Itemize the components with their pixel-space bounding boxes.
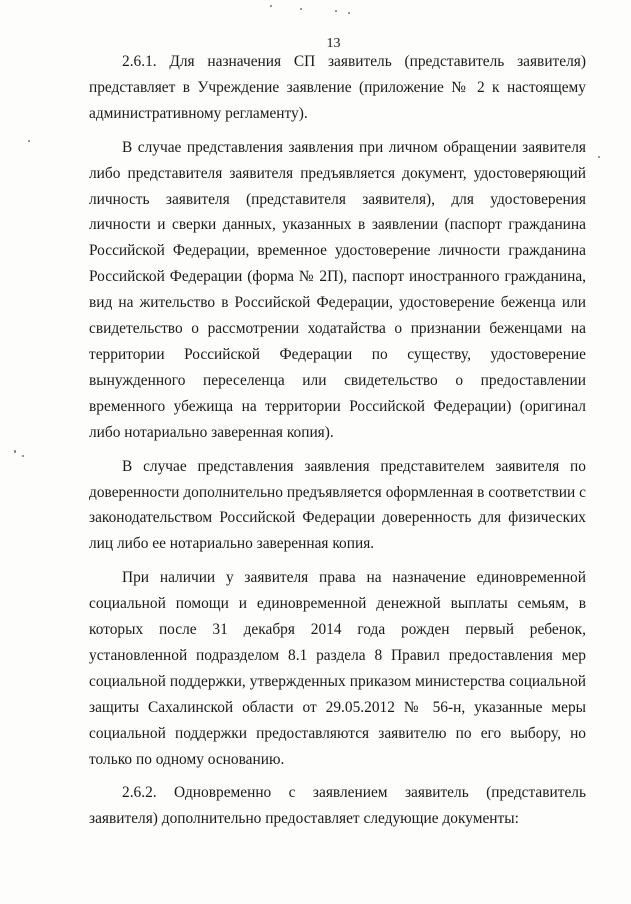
scan-speck [348,12,350,14]
scan-speck [598,156,600,158]
scan-speck [300,8,302,10]
scan-speck [335,10,337,12]
paragraph-identity-document: В случае представления заявления при личном обращении заявителя либо представителя заявителя предъявляется документ, удостоверяющий личность заявителя (представителя заявителя), для удостоверения личности и сверки данных, указанных в заявлении (паспорт гражданина Российской Федерации, временное удостоверение личности гражданина Российской Федерации (форма № 2П), паспорт иностранного гражданина, вид на жительство в Российской Федерации, удостоверение беженца или свидетельство о рассмотрении ходатайства о признании беженцами на территории Российской Федерации по существу, удостоверение вынужденного переселенца или свидетельство о предоставлении временного убежища на территории Российской Федерации) (оригинал либо нотариально заверенная копия). [89,138,586,441]
scan-speck [14,450,16,453]
paragraph-power-of-attorney: В случае представления заявления представителем заявителя по доверенности дополнительно предъявляется оформленная в соответствии с законодательством Российской Федерации доверенность для физических лиц либо ее нотариально заверенная копия. [89,457,586,553]
page-number: 13 [326,36,341,51]
scan-speck [270,5,272,7]
paragraph-2-6-1: 2.6.1. Для назначения СП заявитель (представитель заявителя) представляет в Учреждение заявление (приложение № 2 к настоящему административному регламенту). [89,53,586,122]
document-body [89,49,586,832]
paragraph-2-6-2: 2.6.2. Одновременно с заявлением заявитель (представитель заявителя) дополнительно предоставляет следующие документы: [89,784,586,828]
paragraph-choice-of-measure: При наличии у заявителя права на назначение единовременной социальной помощи и единовременной денежной выплаты семьям, в которых после 31 декабря 2014 года рожден первый ребенок, установленной подразделом 8.1 раздела 8 Правил предоставления мер социальной поддержки, утвержденных приказом министерства социальной защиты Сахалинской области от 29.05.2012 № 56-н, указанные меры социальной поддержки предоставляются заявителю по его выбору, но только по одному основанию. [89,569,586,768]
scan-speck [28,140,30,142]
scan-speck [22,455,24,457]
